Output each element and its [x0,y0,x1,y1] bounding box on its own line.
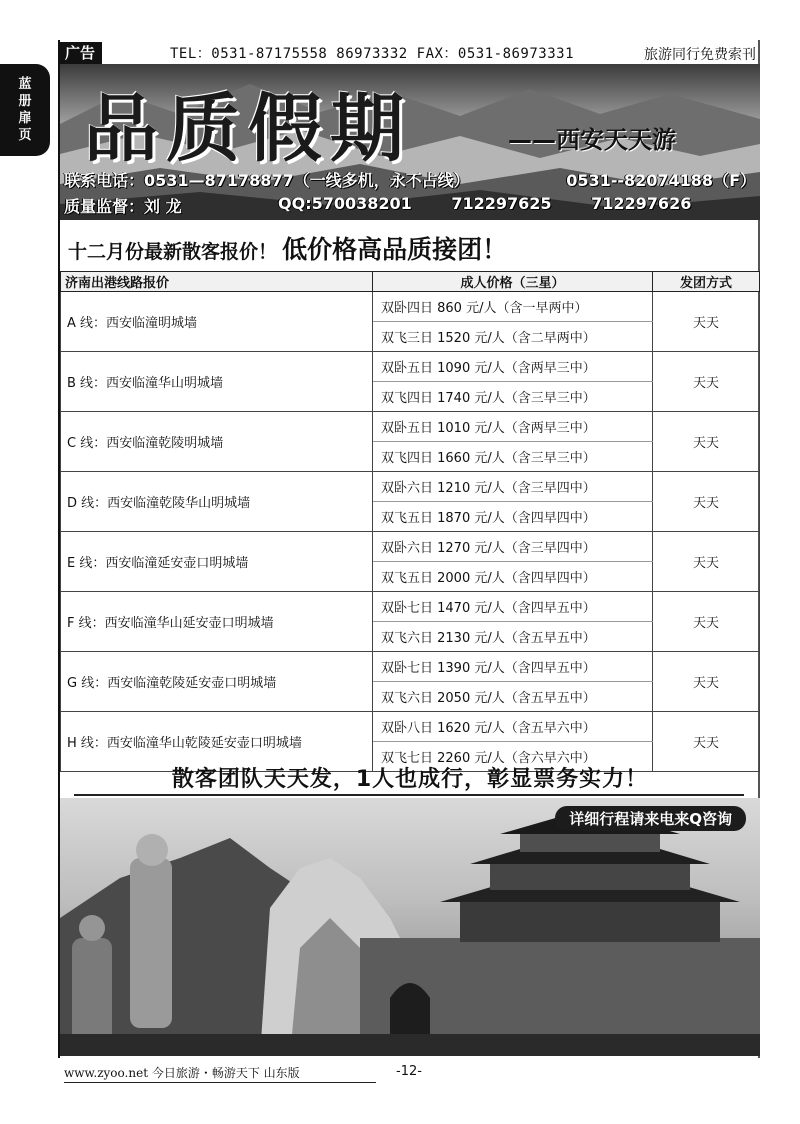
frequency: 天天 [653,592,760,652]
header-frequency: 发团方式 [653,272,760,292]
landmark-illustration [60,798,760,1056]
landmark-photo [60,798,760,1056]
footer-divider [64,1082,376,1083]
frequency: 天天 [653,652,760,712]
frequency: 天天 [653,412,760,472]
top-contact: TEL：0531-87175558 86973332 FAX：0531-86973331 [170,43,574,66]
promo-headline: 低价格高品质接团！ [282,235,508,264]
price-option: 双飞五日 1870 元/人（含四早四中） [373,502,653,532]
side-tab-char: 扉 [18,111,32,126]
footer-url: www.zyoo.net 今日旅游・畅游天下 山东版 [64,1066,300,1080]
price-option: 双飞三日 1520 元/人（含二早两中） [373,322,653,352]
price-option: 双卧六日 1270 元/人（含三早四中） [373,532,653,562]
banner-title: 品质假期 [84,86,412,172]
price-option: 双卧七日 1390 元/人（含四早五中） [373,652,653,682]
table-row [61,352,760,382]
banner-supervisor: 质量监督：刘 龙 [64,197,182,216]
table-row [61,592,760,622]
table-row [61,652,760,682]
promo-heading [68,230,507,266]
banner-subtitle: ——西安天天游 [508,126,676,154]
price-option: 双卧六日 1210 元/人（含三早四中） [373,472,653,502]
price-option: 双飞五日 2000 元/人（含四早四中） [373,562,653,592]
banner-qq: QQ:570038201 712297625 712297626 [278,194,692,213]
route-name: E 线：西安临潼延安壶口明城墙 [61,532,373,592]
top-bar [58,42,762,64]
table-header-row [61,272,760,292]
frequency: 天天 [653,352,760,412]
route-name: A 线：西安临潼明城墙 [61,292,373,352]
price-option: 双飞六日 2050 元/人（含五早五中） [373,682,653,712]
side-tab-char: 蓝 [18,77,32,92]
side-tab [0,64,50,156]
frequency: 天天 [653,472,760,532]
price-option: 双卧七日 1470 元/人（含四早五中） [373,592,653,622]
price-table [60,271,760,772]
slogan-divider [74,794,744,796]
price-option: 双卧五日 1010 元/人（含两早三中） [373,412,653,442]
page-number: -12- [396,1064,422,1079]
route-name: B 线：西安临潼华山明城墙 [61,352,373,412]
price-option: 双飞七日 2260 元/人（含六早六中） [373,742,653,772]
price-option: 双卧五日 1090 元/人（含两早三中） [373,352,653,382]
promo-lead: 十二月份最新散客报价！ [68,241,278,263]
slogan: 散客团队天天发，1人也成行，彰显票务实力！ [171,767,649,792]
route-name: C 线：西安临潼乾陵明城墙 [61,412,373,472]
banner [60,64,760,220]
banner-phone: 联系电话：0531—87178877（一线多机，永不占线） [64,171,470,190]
route-name: F 线：西安临潼华山延安壶口明城墙 [61,592,373,652]
price-option: 双飞四日 1660 元/人（含三早三中） [373,442,653,472]
table-row [61,472,760,502]
price-option: 双飞六日 2130 元/人（含五早五中） [373,622,653,652]
header-price: 成人价格（三星） [373,272,653,292]
banner-fax: 0531--82074188（F） [566,171,756,190]
price-option: 双卧八日 1620 元/人（含五早六中） [373,712,653,742]
price-option: 双飞四日 1740 元/人（含三早三中） [373,382,653,412]
price-option: 双卧四日 860 元/人（含一早两中） [373,292,653,322]
table-row [61,412,760,442]
side-tab-char: 页 [18,128,32,143]
ad-label: 广告 [58,42,102,64]
contact-note: 详细行程请来电来Q咨询 [555,806,746,831]
footer [64,1064,760,1084]
frequency: 天天 [653,532,760,592]
header-route: 济南出港线路报价 [61,272,373,292]
route-name: G 线：西安临潼乾陵延安壶口明城墙 [61,652,373,712]
top-index-label: 旅游同行免费索刊 [644,47,756,63]
frequency: 天天 [653,292,760,352]
route-name: D 线：西安临潼乾陵华山明城墙 [61,472,373,532]
frequency: 天天 [653,712,760,772]
route-name: H 线：西安临潼华山乾陵延安壶口明城墙 [61,712,373,772]
table-row [61,712,760,742]
table-row [61,292,760,322]
side-tab-char: 册 [18,94,32,109]
table-row [61,532,760,562]
